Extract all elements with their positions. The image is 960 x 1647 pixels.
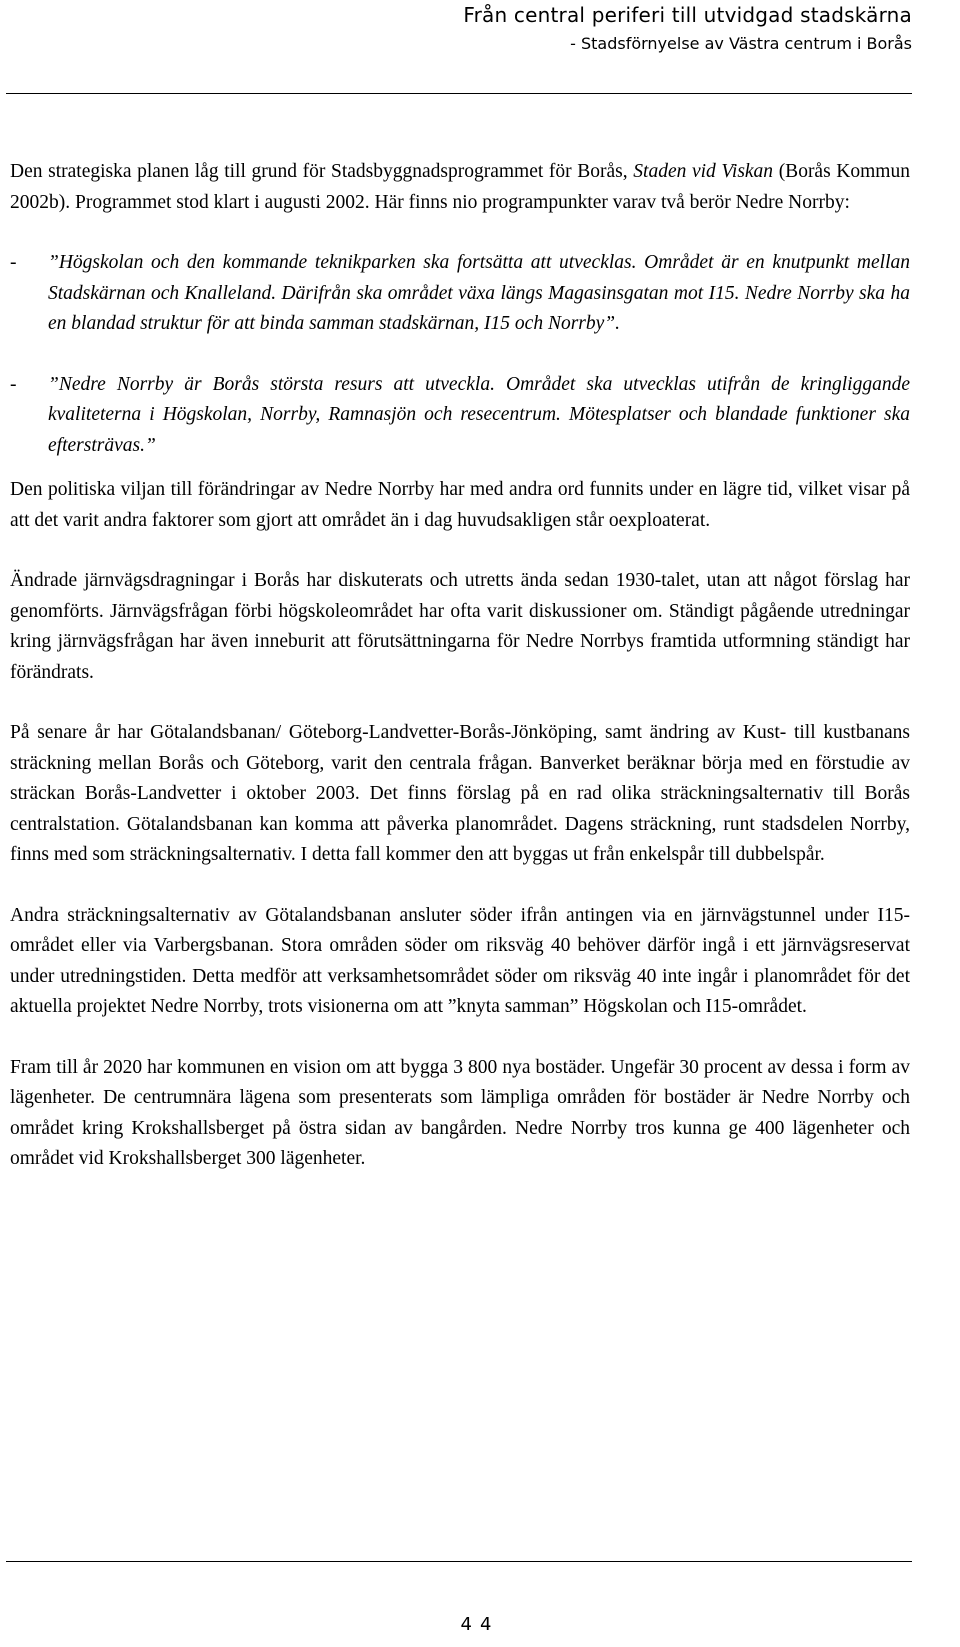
page-number: 44 [460,1614,500,1635]
document-title: Från central periferi till utvidgad stadskärna [463,3,912,27]
document-subtitle: - Stadsförnyelse av Västra centrum i Borås [570,34,912,53]
body-paragraph: På senare år har Götalandsbanan/ Göteborg-Landvetter-Borås-Jönköping, samt ändring av Kust- till kustbanans sträckning mellan Borås och Göteborg, varit den centrala frågan. Banverket beräknar börja med en förstudie av sträckan Borås-Landvetter i oktober 2003. Det finns förslag på en rad olika sträckningsalternativ till Borås centralstation. Götalandsbanan kan komma att påverka planområdet. Dagens sträckning, runt stadsdelen Norrby, finns med som sträckningsalternativ. I detta fall kommer den att byggas ut från enkelspår till dubbelspår. [10,722,910,865]
body-paragraph: Andra sträckningsalternativ av Götalandsbanan ansluter söder ifrån antingen via en järnvägstunnel under I15-området eller via Varbergsbanan. Stora områden söder om riksväg 40 behöver därför ingå i ett järnvägsreservat under utredningstiden. Detta medför att verksamhetsområdet söder om riksväg 40 inte ingår i planområdet för det aktuella projektet Nedre Norrby, trots visionerna om att ”knyta samman” Högskolan och I15-området. [10,904,910,1017]
list-item-text: ”Nedre Norrby är Borås största resurs att utveckla. Området ska utvecklas utifrån de kringliggande kvaliteterna i Högskolan, Norrby, Ramnasjön och resecentrum. Mötesplatser och blandade funktioner ska eftersträvas.” [48,373,910,456]
body-paragraph: Den politiska viljan till förändringar av Nedre Norrby har med andra ord funnits under en lägre tid, vilket visar på att det varit andra faktorer som gjort att området än i dag huvudsakligen står oexploaterat. [10,479,910,531]
list-dash: - [10,252,17,273]
page-body [10,157,910,1175]
intro-text-part1: Den strategiska planen låg till grund för Stadsbyggnadsprogrammet för Borås, [10,161,634,182]
program-title: Staden vid Viskan [633,161,774,182]
body-paragraph: Fram till år 2020 har kommunen en vision om att bygga 3 800 nya bostäder. Ungefär 30 procent av dessa i form av lägenheter. De centrumnära lägena som presenterats som lämpliga områden för bostäder är Nedre Norrby och området kring Krokshallsberget på östra sidan av bangården. Nedre Norrby tros kunna ge 400 lägenheter och området vid Krokshallsberget 300 lägenheter. [10,1056,910,1169]
body-paragraph: Ändrade järnvägsdragningar i Borås har diskuterats och utretts ända sedan 1930-talet, utan att något förslag har genomförts. Järnvägsfrågan förbi högskoleområdet har ofta varit diskussioner om. Ständigt pågående utredningar kring järnvägsfrågan har även inneburit att förutsättningarna för Nedre Norrbys framtida utformning ständigt har förändrats. [10,570,910,683]
list-item [10,248,910,340]
intro-paragraph [10,157,910,218]
list-dash: - [10,373,17,395]
header-divider [6,93,912,94]
page-header [0,0,960,94]
intro-text-part2: (Borås Kommun 2002b). Programmet stod klart i augusti 2002. Här finns nio programpunkter varav två berör Nedre Norrby: [10,161,910,213]
list-item-text: ”Högskolan och den kommande teknikparken ska fortsätta att utvecklas. Området är en knutpunkt mellan Stadskärnan och Knalleland. Därifrån ska området växa längs Magasinsgatan mot I15. Nedre Norrby ska ha en blandad struktur för att binda samman stadskärnan, I15 och Norrby”. [48,252,910,334]
footer-divider [6,1561,912,1562]
list-item [10,370,910,462]
